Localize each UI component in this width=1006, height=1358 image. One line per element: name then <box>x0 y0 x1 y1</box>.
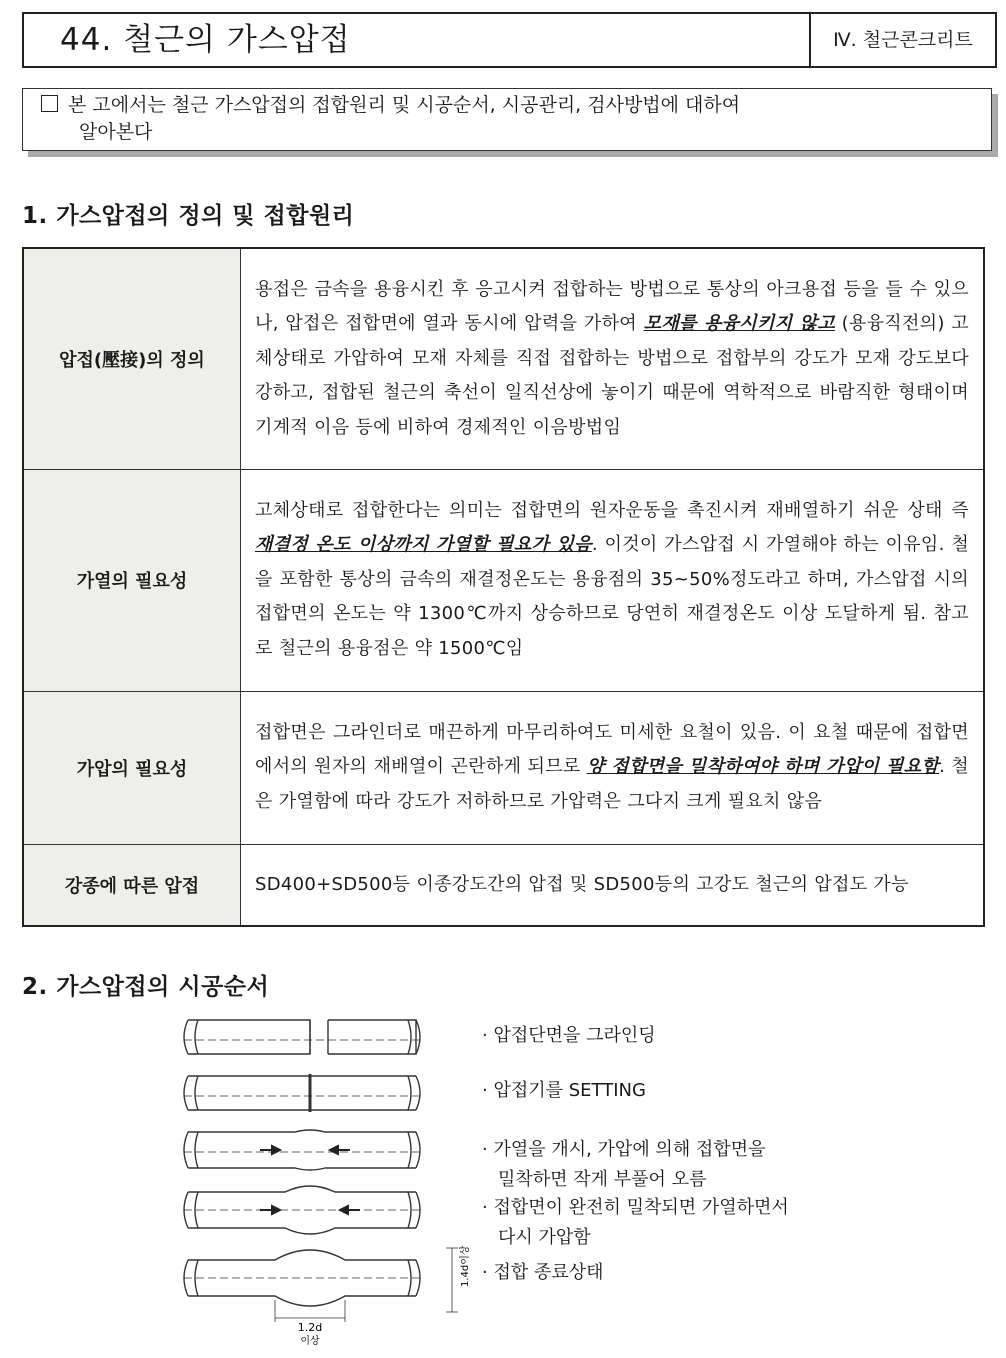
step-1-text: · 압접단면을 그라인딩 <box>482 1025 656 1046</box>
checkbox-square-icon <box>41 95 58 112</box>
intro-line-1 <box>41 92 979 119</box>
table-row <box>23 469 984 691</box>
bar-finished-icon <box>184 1248 458 1322</box>
emphasis-text: 모재를 용융시키지 않고 <box>643 313 835 334</box>
bar-set-icon <box>184 1074 420 1112</box>
table-row <box>23 248 984 469</box>
section-1-heading: 1. 가스압접의 정의 및 접합원리 <box>22 203 355 229</box>
row-label: 가압의 필요성 <box>23 691 241 844</box>
bar-separated-icon <box>184 1020 420 1054</box>
arrow-icons <box>260 1146 360 1214</box>
row-label: 압접(壓接)의 정의 <box>23 248 241 469</box>
dim-dia-label: 1.4d이상 <box>460 1245 471 1287</box>
row-text: 용접은 금속을 용융시킨 후 응고시켜 접합하는 방법으로 통상의 아크용접 등을 들 수 있으나, 압접은 접합면에 열과 동시에 압력을 가하여 모재를 용융시키지 않고 (용융직전의) 고체상태로 가압하여 모재 자체를 직접 접합하는 방법으로 접합부의 강도가 모재 강도보다 강하고, 접합된 철근의 축선이 일직선상에 놓이기 때문에 역학적으로 바람직한 형태이며 기계적 이음 등에 비하여 경제적인 이음방법임 <box>241 248 985 469</box>
table-row <box>23 844 984 926</box>
dim-length-label: 1.2d <box>297 1321 323 1334</box>
row-text: 접합면은 그라인더로 매끈하게 마무리하여도 미세한 요철이 있음. 이 요철 때문에 접합면에서의 원자의 재배열이 곤란하게 되므로 양 접합면을 밀착하여야 하며 가압이 필요함. 철은 가열함에 따라 강도가 저하하므로 가압력은 그다지 크게 필요치 않음 <box>241 691 985 844</box>
step-5-text: · 접합 종료상태 <box>482 1262 604 1283</box>
table-row <box>23 691 984 844</box>
step-2-text: · 압접기를 SETTING <box>482 1080 646 1101</box>
dim-length-note: 이상 <box>300 1336 320 1347</box>
step-4-text: · 접합면이 완전히 밀착되면 가열하면서 다시 가압함 <box>482 1197 789 1248</box>
row-text: 고체상태로 접합한다는 의미는 접합면의 원자운동을 촉진시켜 재배열하기 쉬운 상태 즉 재결정 온도 이상까지 가열할 필요가 있음. 이것이 가스압접 시 가열해야 하는 이유임. 철을 포함한 통상의 금속의 재결정온도는 용융점의 35~50%정도라고 하며, 가스압접 시의 접합면의 온도는 약 1300℃까지 상승하므로 당연히 재결정온도 이상 도달하게 됨. 참고로 철근의 용융점은 약 1500℃임 <box>241 469 985 691</box>
definition-table <box>22 247 985 927</box>
section-2-heading: 2. 가스압접의 시공순서 <box>22 974 270 1000</box>
emphasis-text: 양 접합면을 밀착하여야 하며 가압이 필요함 <box>586 756 940 778</box>
row-text: SD400+SD500등 이종강도간의 압접 및 SD500등의 고강도 철근의 압접도 가능 <box>241 844 985 926</box>
bar-pressing-icon <box>184 1186 420 1234</box>
intro-box <box>22 88 992 151</box>
gas-pressure-welding-steps-diagram <box>180 1012 480 1347</box>
page-header <box>22 12 997 68</box>
intro-line-2: 알아본다 <box>79 121 153 143</box>
row-label: 가열의 필요성 <box>23 469 241 691</box>
emphasis-text: 재결정 온도 이상까지 가열할 필요가 있음 <box>255 534 592 556</box>
bar-heating-icon <box>184 1130 420 1170</box>
page-title: 44. 철근의 가스압접 <box>60 22 351 58</box>
step-3-text: · 가열을 개시, 가압에 의해 접합면을 밀착하면 작게 부풀어 오름 <box>482 1139 766 1190</box>
chapter-label: Ⅳ. 철근콘크리트 <box>809 14 995 66</box>
intro-text-1: 본 고에서는 철근 가스압접의 접합원리 및 시공순서, 시공관리, 검사방법에 대하여 <box>68 94 741 116</box>
row-label: 강종에 따른 압접 <box>23 844 241 926</box>
